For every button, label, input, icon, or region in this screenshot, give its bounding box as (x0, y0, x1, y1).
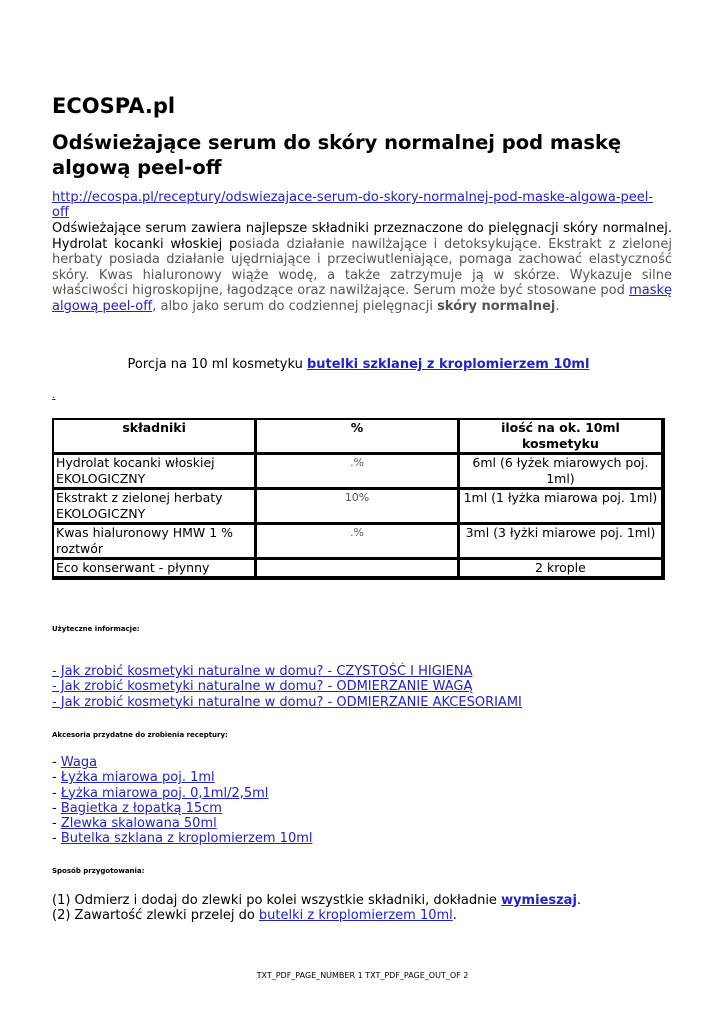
product-url-link[interactable]: http://ecospa.pl/receptury/odswiezajace-serum-do-skory-normalnej-pod-maske-algowa-peel-off (52, 190, 654, 220)
ingredient-name: Ekstrakt z zielonej herbaty EKOLOGICZNY (53, 489, 256, 524)
accessory-link-spoon-small[interactable]: Łyżka miarowa poj. 0,1ml/2,5ml (60, 785, 269, 801)
dot-line (52, 388, 56, 401)
dropper-bottle-link[interactable]: butelki z kroplomierzem 10ml (258, 908, 453, 924)
intro-paragraph (52, 221, 672, 314)
useful-link-accessories[interactable]: - Jak zrobić kosmetyki naturalne w domu? - ODMIERZANIE AKCESORIAMI (52, 694, 522, 710)
accessory-link-scale[interactable]: Waga (60, 755, 98, 770)
ingredient-name: Kwas hialuronowy HMW 1 % roztwór (53, 524, 256, 559)
product-title: Odświeżające serum do skóry normalnej pod maskę algową peel-off (52, 131, 622, 179)
preparation-heading: Sposób przygotowania: (52, 867, 145, 875)
step-1: (1) Odmierz i dodaj do zlewki po kolei wszystkie składniki, dokładnie wymieszaj. (52, 893, 582, 908)
table-row (53, 454, 663, 489)
portion-line (52, 357, 665, 372)
accessory-link-bottle[interactable]: Butelka szklana z kroplomierzem 10ml (60, 831, 313, 847)
list-item: - Bagietka z łopatką 15cm (52, 800, 222, 816)
accessory-link-beaker[interactable]: Zlewka skalowana 50ml (60, 816, 217, 832)
ingredient-amount: 3ml (3 łyżki miarowe poj. 1ml) (459, 524, 663, 559)
accessories-heading: Akcesoria przydatne do zrobienia receptury: (52, 731, 228, 739)
ingredient-percent: 10% (256, 489, 459, 524)
site-title: ECOSPA.pl (52, 94, 176, 118)
header-ingredients: składniki (53, 419, 256, 454)
peel-off-mask-link[interactable]: maskę algową peel-off (52, 283, 672, 314)
list-item: - Łyżka miarowa poj. 0,1ml/2,5ml (52, 785, 269, 801)
table-row (53, 489, 663, 524)
mix-link[interactable]: wymieszaj (501, 893, 577, 908)
ingredient-name: Eco konserwant - płynny (53, 559, 256, 578)
intro-part2-grey: osiada działanie nawilżające i detoksykujące. Ekstrakt z zielonej herbaty posiada działanie ujędrniające i przeciwutleniające, pomaga zachować elastyczność skóry. Kwas hialuronowy wiąże wodę, a także zatrzymuje ją w skórze. Wykazuje silne właściwości higroskopijne, łagodzące oraz nawilżające. Serum może być stosowane pod (52, 236, 672, 298)
list-item: - Zlewka skalowana 50ml (52, 816, 217, 832)
ingredient-amount: 1ml (1 łyżka miarowa poj. 1ml) (459, 489, 663, 524)
intro-part2-dark: Hydrolat kocanki włoskiej p (52, 236, 238, 252)
intro-bold: skóry normalnej (437, 298, 556, 314)
ingredient-percent (256, 559, 459, 578)
accessories-list (52, 755, 313, 847)
step-2: (2) Zawartość zlewki przelej do butelki z kroplomierzem 10ml. (52, 908, 457, 924)
ingredient-percent: .% (256, 524, 459, 559)
ingredient-percent: .% (256, 454, 459, 489)
useful-link-hygiene[interactable]: - Jak zrobić kosmetyki naturalne w domu? - CZYSTOŚĆ I HIGIENA (52, 664, 473, 679)
bottle-link[interactable]: butelki szklanej z kroplomierzem 10ml (306, 357, 590, 372)
table-row (53, 524, 663, 559)
ingredient-name: Hydrolat kocanki włoskiej EKOLOGICZNY (53, 454, 256, 489)
intro-end: . (555, 298, 560, 314)
page-footer: TXT_PDF_PAGE_NUMBER 1 TXT_PDF_PAGE_OUT_OF 2 (256, 971, 469, 980)
useful-info-list (52, 664, 522, 710)
intro-part3: , albo jako serum do codziennej pielęgnacji (152, 298, 438, 314)
table-header-row (53, 419, 663, 454)
ingredient-amount: 2 krople (459, 559, 663, 578)
intro-line1: Odświeżające serum zawiera najlepsze składniki przeznaczone do pielęgnacji skóry normalnej. (52, 221, 672, 236)
accessory-link-spoon-1ml[interactable]: Łyżka miarowa poj. 1ml (60, 770, 215, 786)
header-percent: % (256, 419, 459, 454)
product-url-line (52, 190, 665, 220)
header-amount: ilość na ok. 10ml kosmetyku (459, 419, 663, 454)
list-item: - Łyżka miarowa poj. 1ml (52, 770, 215, 786)
useful-link-scale[interactable]: - Jak zrobić kosmetyki naturalne w domu? - ODMIERZANIE WAGĄ (52, 679, 473, 695)
ingredient-amount: 6ml (6 łyżek miarowych poj. 1ml) (459, 454, 663, 489)
preparation-steps (52, 893, 581, 924)
table-row (53, 559, 663, 578)
dot-link[interactable]: . (52, 388, 56, 401)
useful-info-heading: Użyteczne informacje: (52, 625, 140, 633)
portion-text: Porcja na 10 ml kosmetyku (127, 357, 307, 372)
ingredients-table (52, 418, 665, 580)
list-item: - Butelka szklana z kroplomierzem 10ml (52, 831, 313, 847)
list-item: - Waga (52, 755, 98, 770)
accessory-link-stirrer[interactable]: Bagietka z łopatką 15cm (60, 800, 222, 816)
